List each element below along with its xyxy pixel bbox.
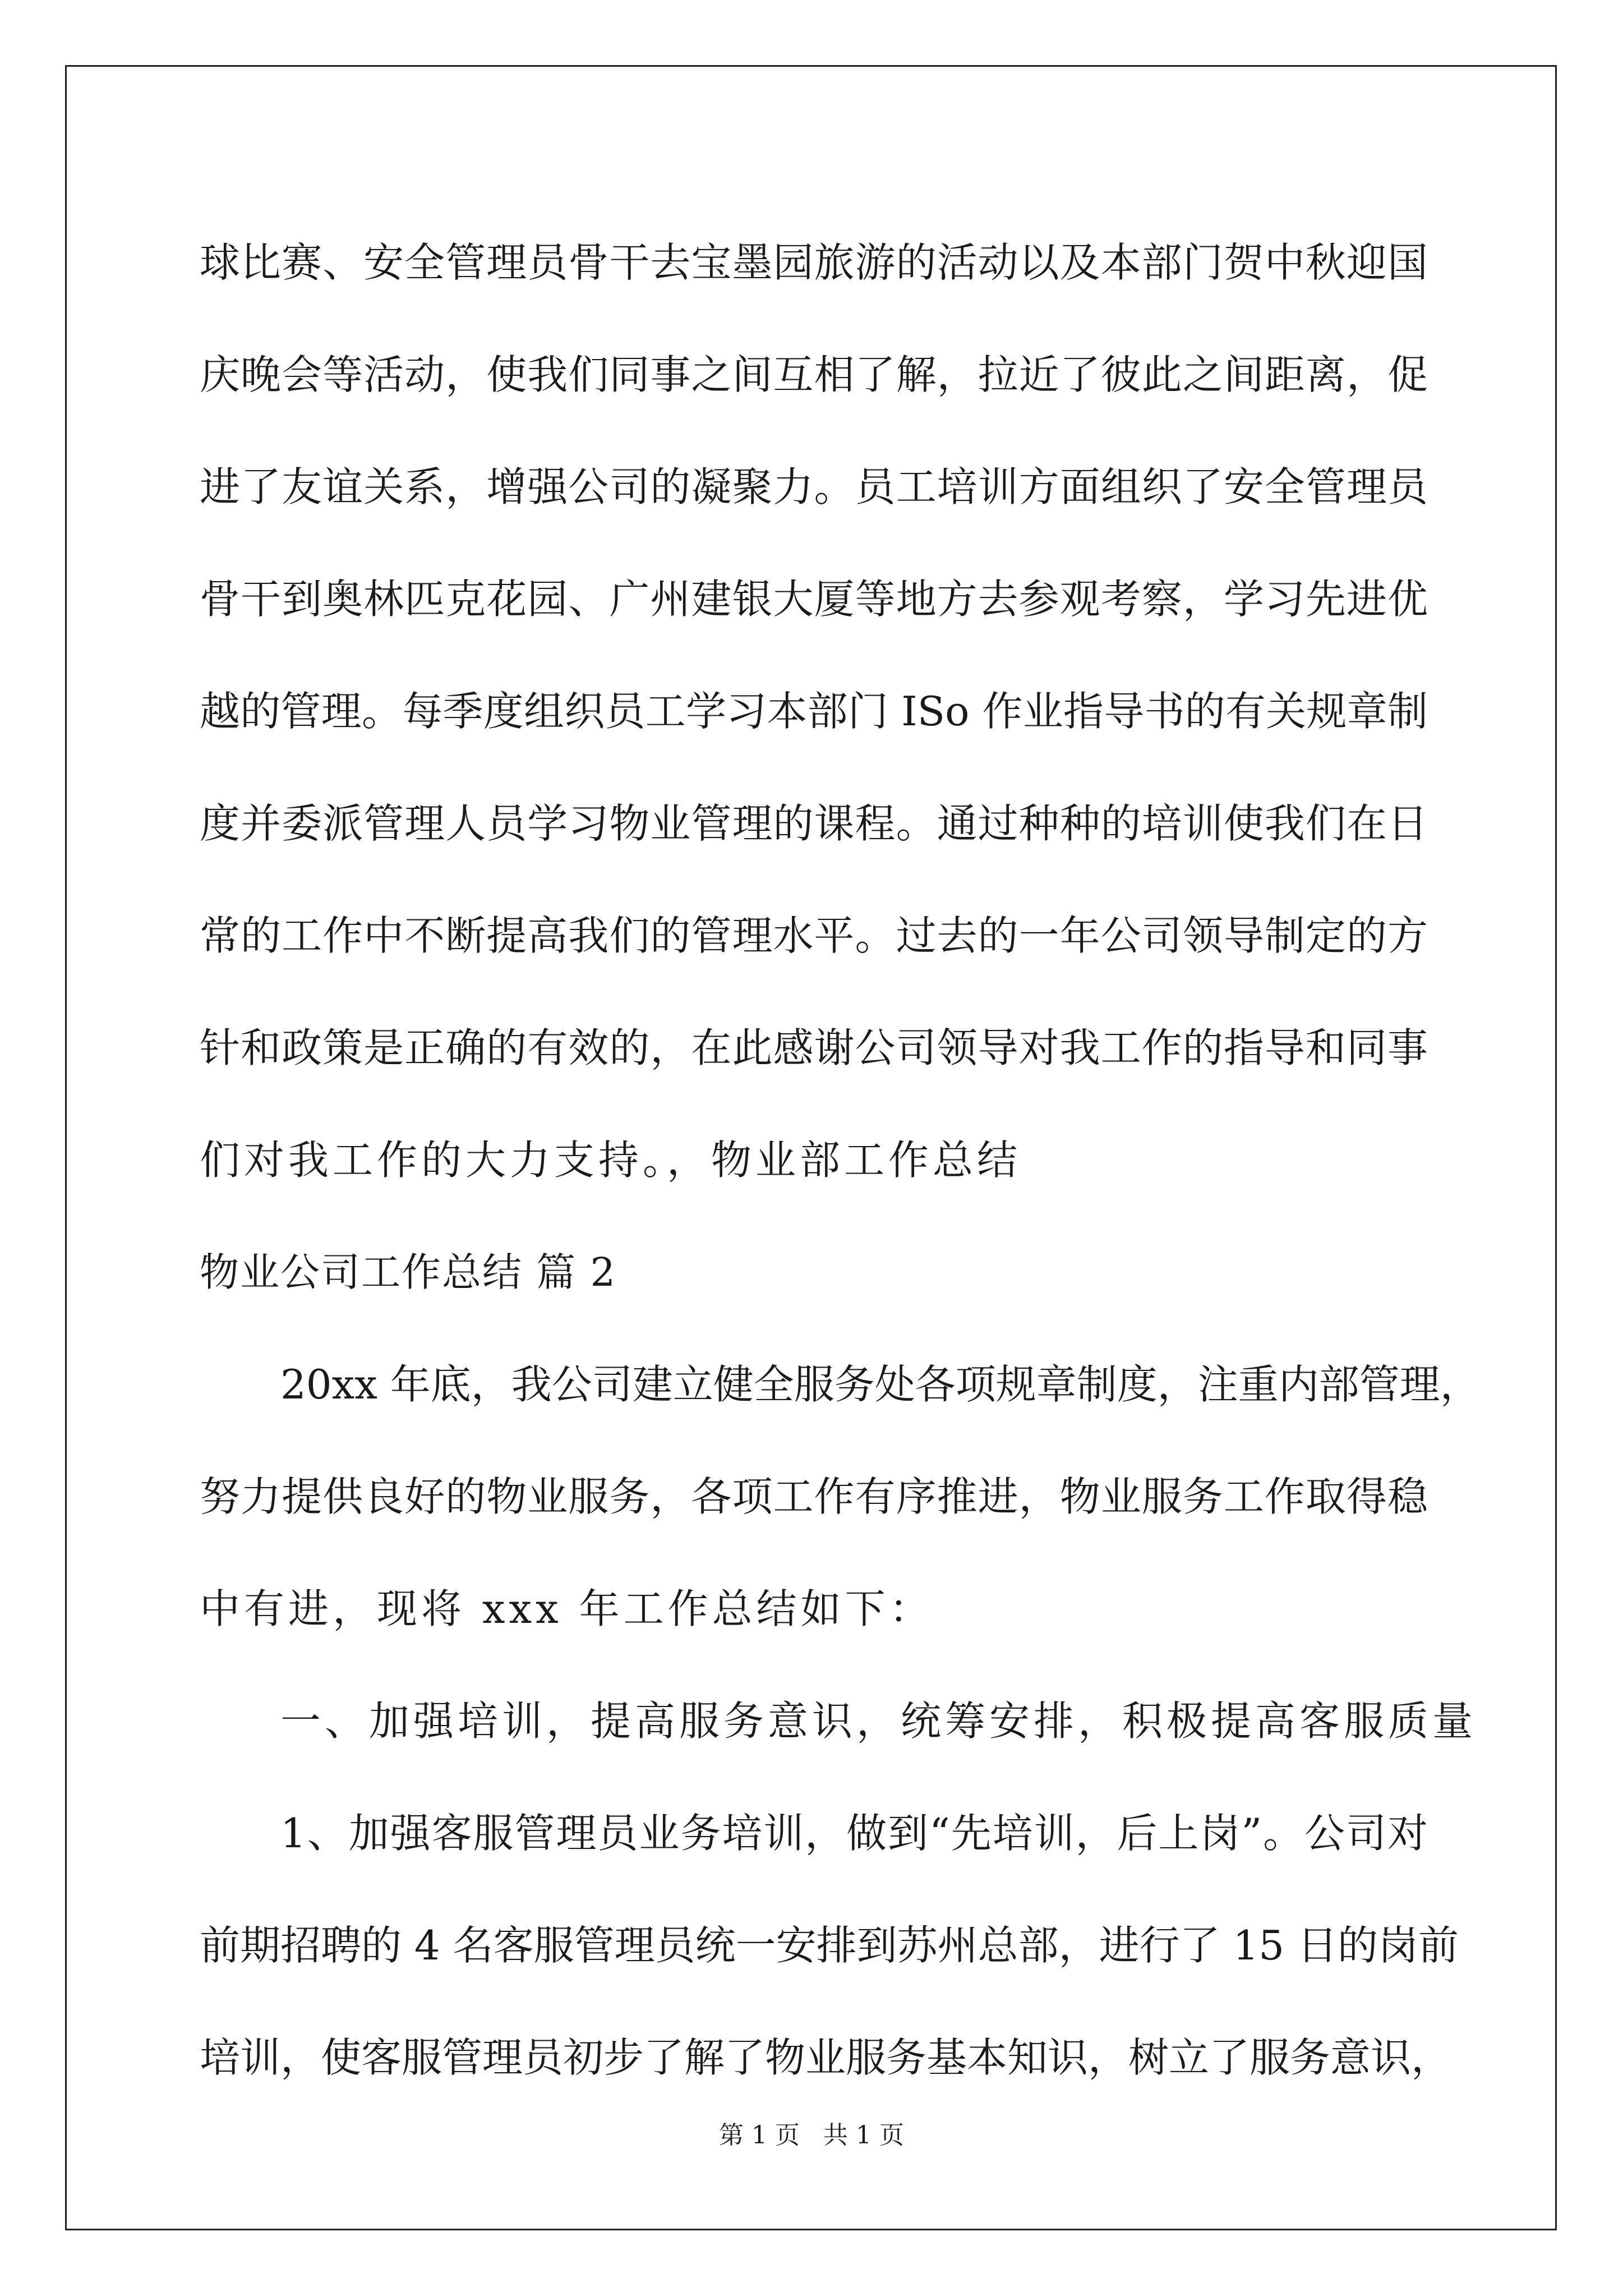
paragraph-line: 进了友谊关系，增强公司的凝聚力。员工培训方面组织了安全管理员 — [200, 463, 1428, 510]
paragraph-line: 度并委派管理人员学习物业管理的课程。通过种种的培训使我们在日 — [200, 800, 1428, 847]
paragraph-line: 培训，使客服管理员初步了解了物业服务基本知识，树立了服务意识， — [200, 2034, 1452, 2081]
page-total: 共 1 页 — [823, 2121, 904, 2150]
page-footer — [0, 2119, 1623, 2152]
document-body — [200, 206, 1481, 2114]
paragraph-line: 球比赛、安全管理员骨干去宝墨园旅游的活动以及本部门贺中秋迎国 — [200, 239, 1428, 286]
paragraph-line: 常的工作中不断提高我们的管理水平。过去的一年公司领导制定的方 — [200, 912, 1428, 959]
paragraph-line: 前期招聘的 4 名客服管理员统一安排到苏州总部，进行了 15 日的岗前 — [200, 1922, 1459, 1969]
paragraph-line: 庆晚会等活动，使我们同事之间互相了解，拉近了彼此之间距离，促 — [200, 351, 1428, 398]
paragraph-line: 们对我工作的大力支持。，物业部工作总结 — [200, 1137, 1022, 1184]
paragraph-line: 越的管理。每季度组织员工学习本部门 ISo 作业指导书的有关规章制 — [200, 688, 1428, 735]
section-heading: 物业公司工作总结 篇 2 — [200, 1249, 617, 1295]
paragraph-line: 中有进，现将 xxx 年工作总结如下： — [200, 1585, 934, 1632]
paragraph-line: 骨干到奥林匹克花园、广州建银大厦等地方去参观考察，学习先进优 — [200, 576, 1428, 623]
subsection-heading: 一、加强培训，提高服务意识，统筹安排，积极提高客服质量 — [280, 1697, 1477, 1745]
paragraph-line: 1、加强客服管理员业务培训，做到“先培训，后上岗”。公司对 — [280, 1810, 1428, 1857]
paragraph-line: 20xx 年底，我公司建立健全服务处各项规章制度，注重内部管理， — [280, 1361, 1481, 1408]
paragraph-line: 努力提供良好的物业服务，各项工作有序推进，物业服务工作取得稳 — [200, 1473, 1428, 1520]
page-number: 第 1 页 — [719, 2121, 800, 2150]
paragraph-line: 针和政策是正确的有效的，在此感谢公司领导对我工作的指导和同事 — [200, 1024, 1428, 1071]
